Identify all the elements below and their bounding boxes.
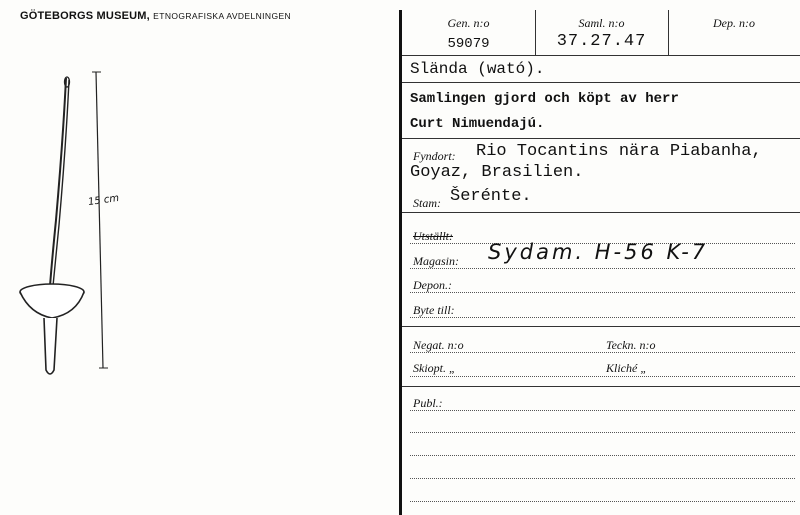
fyndort-line-1: Rio Tocantins nära Piabanha, [476, 142, 762, 161]
magasin-label: Magasin: [413, 254, 459, 268]
rule [402, 386, 800, 387]
measure-line [96, 72, 103, 368]
rule [402, 138, 800, 139]
stam-value: Šerénte. [450, 187, 532, 206]
dotted-line [410, 410, 795, 411]
fyndort-line-2: Goyaz, Brasilien. [410, 163, 584, 182]
dotted-line [410, 352, 795, 353]
depon-label: Depon.: [413, 278, 452, 292]
dotted-line [410, 455, 795, 456]
utstallt-label: Utställt: [413, 229, 454, 243]
rule [402, 82, 800, 83]
saml-number-cell [535, 10, 669, 55]
publ-label: Publ.: [413, 396, 443, 410]
skiopt-label: Skiopt. „ [413, 361, 456, 375]
dotted-line [410, 268, 795, 269]
scale-label: 15 cm [87, 192, 120, 209]
gen-number-value: 59079 [447, 36, 490, 52]
dotted-line [410, 376, 795, 377]
object-name: Slända (wató). [410, 60, 545, 78]
magasin-value: Sydam. H-56 K-7 [488, 240, 709, 264]
card-divider [399, 10, 402, 515]
gen-number-label: Gen. n:o [447, 16, 490, 30]
dep-number-label: Dep. n:o [713, 16, 755, 30]
museum-header [20, 10, 291, 22]
dotted-line [410, 317, 795, 318]
museum-name: GÖTEBORGS MUSEUM, [20, 10, 150, 22]
stam-label: Stam: [413, 196, 441, 210]
dotted-line [410, 432, 795, 433]
rule [402, 212, 800, 213]
saml-number-label: Saml. n:o [578, 16, 625, 30]
fyndort-label: Fyndort: [413, 149, 456, 163]
spindle-tip [44, 318, 57, 374]
spindle-sketch [0, 60, 130, 390]
dotted-line [410, 478, 795, 479]
byte-till-label: Byte till: [413, 303, 455, 317]
negat-label: Negat. n:o [413, 338, 464, 352]
spindle-shaft [50, 78, 66, 286]
saml-number-value: 37.27.47 [556, 32, 647, 51]
teckn-label: Teckn. n:o [606, 338, 656, 352]
rule [402, 326, 800, 327]
dep-number-cell [668, 10, 800, 55]
collection-line-2: Curt Nimuendajú. [410, 116, 545, 132]
dotted-line [410, 501, 795, 502]
gen-number-cell [402, 10, 536, 55]
kliche-label: Kliché „ [606, 361, 647, 375]
dotted-line [410, 292, 795, 293]
catalog-number-row [402, 10, 800, 56]
department-name: ETNOGRAFISKA AVDELNINGEN [153, 11, 292, 21]
collection-line-1: Samlingen gjord och köpt av herr [410, 91, 679, 107]
